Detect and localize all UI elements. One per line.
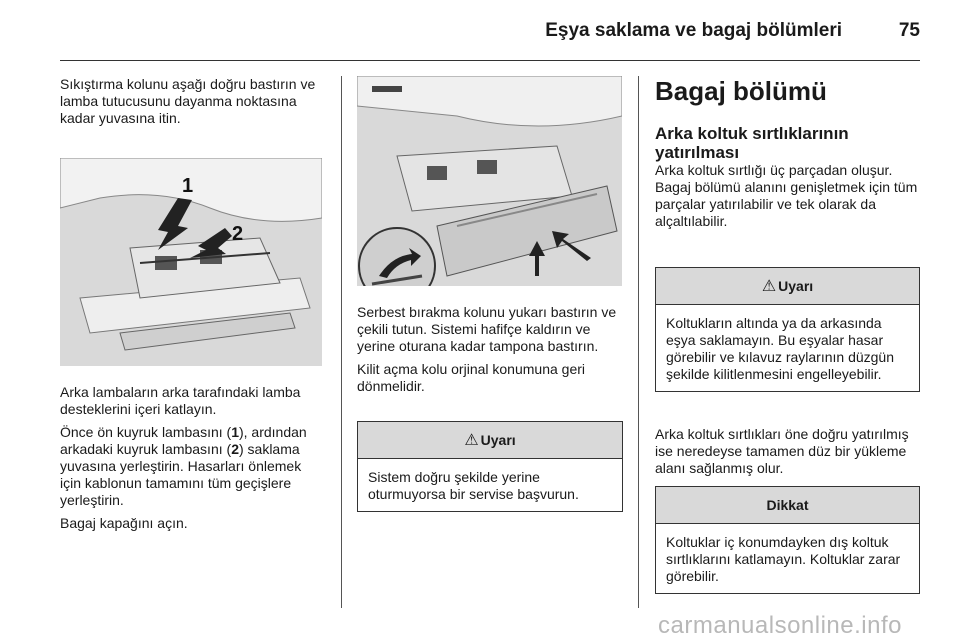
col3-warning-header: ⚠ Uyarı	[656, 268, 919, 305]
callout-1: 1	[182, 175, 194, 197]
section-subheading: Arka koltuk sırtlıklarının yatırılması	[655, 124, 849, 162]
col2-warning-header: ⚠ Uyarı	[358, 422, 622, 459]
col1-paragraph-3: Önce ön kuyruk lambasını (1), ardından arkadaki kuyruk lambasını (2) saklama yuvasına yerleştirin. Hasarları önlemek için kablonun tamamını tüm geçişlere yerleştirin.	[60, 424, 307, 508]
col1-paragraph-1: Sıkıştırma kolunu aşağı doğru bastırın ve lamba tutucusunu dayanma noktasına kadar yuvasına itin.	[60, 76, 316, 126]
col3-notice-box	[655, 486, 920, 594]
page-number: 75	[898, 20, 920, 41]
column-divider-1	[341, 76, 342, 608]
column-2-text	[357, 304, 622, 401]
column-divider-2	[638, 76, 639, 608]
page-header	[0, 0, 960, 62]
figure-lamp-holder	[60, 158, 322, 366]
section-heading: Bagaj bölümü	[655, 76, 827, 106]
col2-paragraph-1: Serbest bırakma kolunu yukarı bastırın ve çekili tutun. Sistemi hafifçe kaldırın ve yerine oturana kadar tampona bastırın.	[357, 304, 617, 354]
col2-warning-body: Sistem doğru şekilde yerine oturmuyorsa bir servise başvurun.	[368, 469, 579, 502]
column-1-lower	[60, 384, 322, 538]
callout-2: 2	[232, 223, 244, 245]
col3-warning-body: Koltukların altında ya da arkasında eşya saklamayın. Bu eşyalar hasar görebilir ve kılavuz raylarının düzgün şekilde kilitlenmesini engelleyebilir.	[666, 315, 895, 382]
watermark: carmanualsonline.info	[658, 612, 902, 639]
col2-warning-box	[357, 421, 623, 512]
col3-paragraph-2: Arka koltuk sırtlıkları öne doğru yatırılmış ise neredeyse tamamen düz bir yükleme alanı sağlanmış olur.	[655, 426, 909, 476]
col1-paragraph-4: Bagaj kapağını açın.	[60, 515, 188, 531]
col3-paragraph-1: Arka koltuk sırtlığı üç parçadan oluşur. Bagaj bölümü alanını genişletmek için tüm parçalar yatırılabilir ve tek olarak da alçaltılabilir.	[655, 162, 918, 229]
col3-notice-header: Dikkat	[656, 487, 919, 524]
col1-paragraph-2: Arka lambaların arka tarafındaki lamba desteklerini içeri katlayın.	[60, 384, 301, 417]
column-1	[60, 76, 322, 133]
col3-warning-box	[655, 267, 920, 392]
header-rule	[60, 60, 920, 61]
warning-triangle-icon: ⚠	[761, 278, 777, 295]
column-3	[655, 76, 920, 236]
col2-paragraph-2: Kilit açma kolu orjinal konumuna geri dönmelidir.	[357, 361, 585, 394]
col3-notice-body: Koltuklar iç konumdayken dış koltuk sırtlıklarını katlamayın. Koltuklar zarar görebilir.	[666, 534, 901, 584]
warning-triangle-icon: ⚠	[464, 432, 479, 449]
figure-release-lever	[357, 76, 622, 286]
column-3-lower	[655, 426, 920, 483]
header-title: Eşya saklama ve bagaj bölümleri	[545, 20, 842, 41]
